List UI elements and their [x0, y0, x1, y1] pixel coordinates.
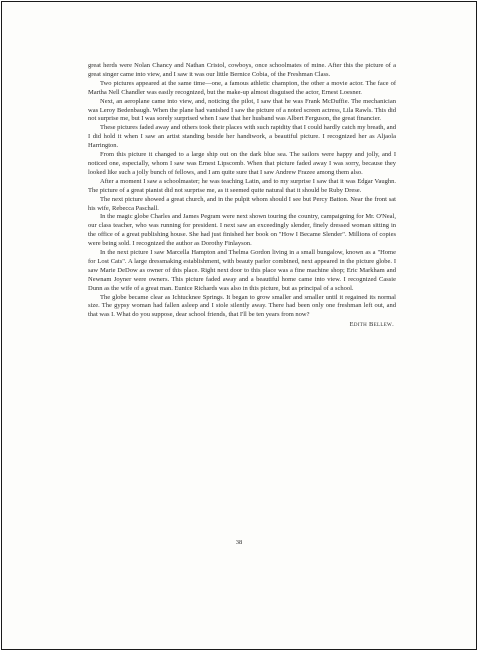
body-text	[88, 62, 396, 330]
paragraph: In the next picture I saw Marcella Hampton and Thelma Gordon living in a small bungalow, known as a "Home for Lost Cats". A large dressmaking establishment, with beauty parlor combined, next appeared in the picture globe. I saw Marie DeDow as owner of this place. Right next door to this place was a fine machine shop; Eric Markham and Newnam Joyner were owners. This picture faded away and a beautiful home came into view. I recognized Cassie Dunn as the wife of a great man. Eunice Richards was also in this picture, but as principal of a school.	[88, 249, 396, 292]
paragraph: The globe became clear as Ichtucknee Springs. It began to grow smaller and smaller until it regained its normal size. The gypsy woman had fallen asleep and I stole silently away. There had been only one freshman left out, and that was I. What do you suppose, dear school friends, that I'll be ten years from now?	[88, 293, 396, 319]
paragraph: These pictures faded away and others took their places with such rapidity that I could hardly catch my breath, and I did hold it when I saw an artist standing beside her handiwork, a beautiful picture. I recognized her as Aljaola Harrington.	[88, 124, 397, 150]
author-signature: Edith Bellew.	[349, 321, 394, 329]
paragraph: From this picture it changed to a large ship out on the dark blue sea. The sailors were happy and jolly, and I noticed one, especially, whom I saw was Ernest Lipscomb. When that picture faded away I was sorry, because they looked like such a jolly bunch of fellows, and I am quite sure that I saw Andrew Frazee among them also.	[88, 151, 396, 176]
paragraph: In the magic globe Charles and James Pegram were next shown touring the country, campaigning for Mr. O'Neal, our class teacher, who was running for president. I next saw an exceedingly slender, finely dressed woman sitting in the office of a great publishing house. She had just finished her book on "How I Became Slender". Millions of copies were being sold. I recognized the author as Dorothy Finlayson.	[88, 213, 396, 248]
paragraph: Next, an aeroplane came into view, and, noticing the pilot, I saw that he was Frank McDuffie. The mechanician was Leroy Bedenbaugh. When the plane had vanished I saw the picture of a noted screen actress, Lila Rawls. This did not surprise me, but I was sorely surprised when I saw that her husband was Albert Ferguson, the great financier.	[88, 97, 396, 123]
document-page	[1, 1, 477, 650]
page-number: 38	[235, 539, 243, 546]
paragraph: The next picture showed a great church, and in the pulpit whom should I see but Percy Batton. Near the front sat his wife, Rebecca Paschall.	[88, 195, 396, 212]
paragraph: great herds were Nolan Chancy and Nathan Cristol, cowboys, once schoolmates of mine. After this the picture of a great singer came into view, and I saw it was our little Bernice Cobia, of the Freshman Class.	[88, 62, 396, 78]
paragraph: Two pictures appeared at the same time—one, a famous athletic champion, the other a movie actor. The face of Martha Nell Chandler was easily recognized, but the make-up almost disguised the actor, Ernest Loesner.	[88, 79, 396, 96]
paragraph: After a moment I saw a schoolmaster; he was teaching Latin, and to my surprise I saw that it was Edgar Vaughn. The picture of a great pianist did not surprise me, as it seemed quite natural that it should be Ruby Drese.	[88, 177, 396, 194]
